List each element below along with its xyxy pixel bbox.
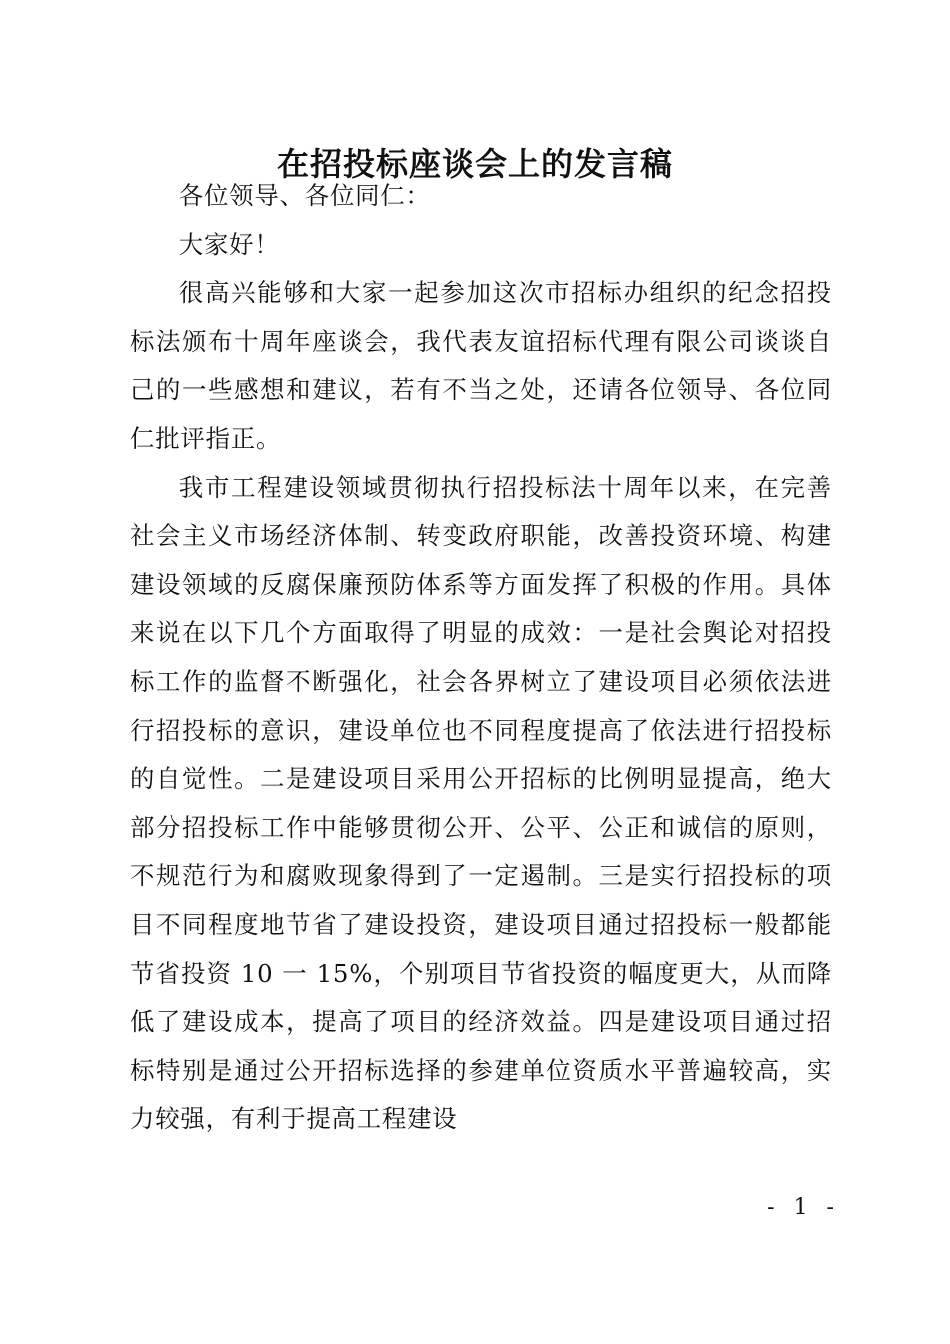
document-body (130, 172, 832, 1144)
salutation: 各位领导、各位同仁： (178, 181, 431, 210)
achievements-paragraph: 我市工程建设领域贯彻执行招投标法十周年以来，在完善社会主义市场经济体制、转变政府职能，改善投资环境、构建建设领域的反腐保廉预防体系等方面发挥了积极的作用。具体来说在以下几个方面取得了明显的成效：一是社会舆论对招投标工作的监督不断强化，社会各界树立了建设项目必须依法进行招投标的意识，建设单位也不同程度提高了依法进行招投标的自觉性。二是建设项目采用公开招标的比例明显提高，绝大部分招投标工作中能够贯彻公开、公平、公正和诚信的原则，不规范行为和腐败现象得到了一定遏制。三是实行招投标的项目不同程度地节省了建设投资，建设项目通过招投标一般都能节省投资 10 一 15%，个别项目节省投资的幅度更大，从而降低了建设成本，提高了项目的经济效益。四是建设项目通过招标特别是通过公开招标选择的参建单位资质水平普遍较高，实力较强，有利于提高工程建设 (130, 472, 832, 1134)
greeting: 大家好！ (178, 229, 280, 259)
page-number: - 1 - (767, 1195, 840, 1220)
intro-paragraph: 很高兴能够和大家一起参加这次市招标办组织的纪念招投标法颁布十周年座谈会，我代表友谊招标代理有限公司谈谈自己的一些感想和建议，若有不当之处，还请各位领导、各位同仁批评指正。 (130, 278, 832, 453)
document-title: 在招投标座谈会上的发言稿 (276, 145, 673, 183)
